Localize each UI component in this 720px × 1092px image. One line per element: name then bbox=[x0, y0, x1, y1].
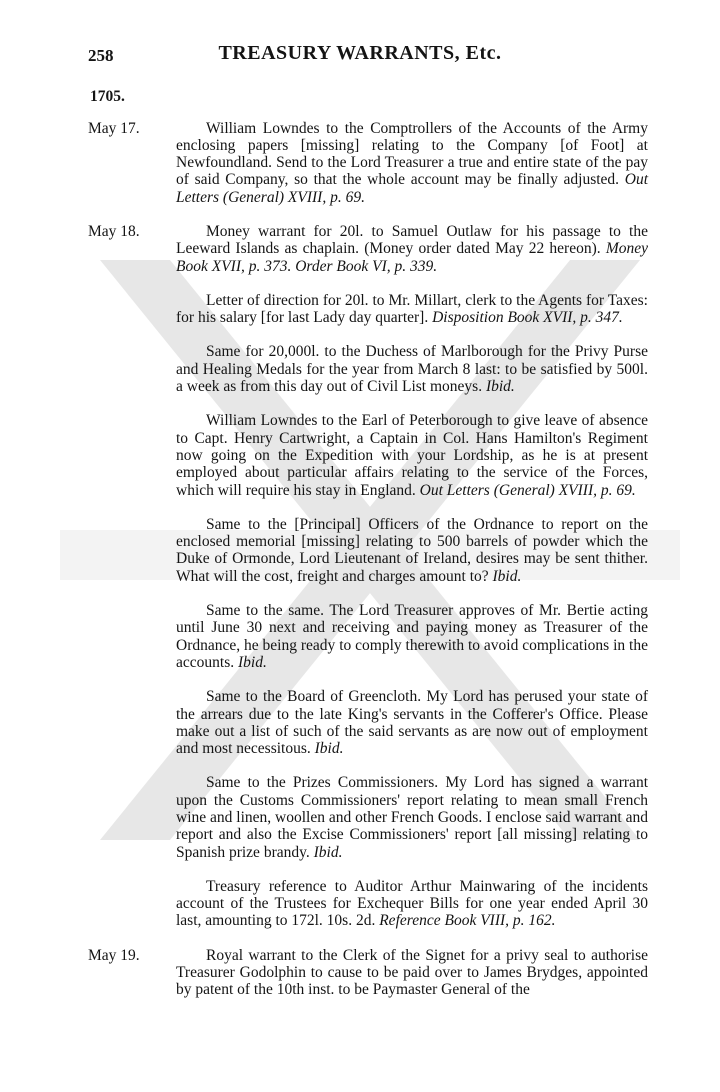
entry-citation: Disposition Book XVII, p. 347. bbox=[432, 309, 623, 327]
entry-text: Money warrant for 20l. to Samuel Outlaw for his passage to the Leeward Islands as chaplain. (Money order dated May 22 hereon). bbox=[176, 222, 648, 258]
running-head: TREASURY WARRANTS, Etc. bbox=[218, 42, 502, 64]
entry-citation: Ibid. bbox=[237, 653, 267, 671]
entry bbox=[176, 292, 648, 327]
entry-text: Same to the Board of Greencloth. My Lord has perused your state of the arrears due to the late King's servants in the Cofferer's Office. Please make out a list of such of the said servants as are now out of employment and most necessitous. bbox=[176, 688, 648, 758]
entry bbox=[88, 222, 649, 275]
entry-text: Same to the same. The Lord Treasurer approves of Mr. Bertie acting until June 30 next and receiving and paying money as Treasurer of the Ordnance, he being ready to comply therewith to avoid complications in the accounts. bbox=[176, 602, 648, 671]
entry bbox=[176, 878, 648, 930]
entry bbox=[176, 602, 648, 671]
entry-text: Treasury reference to Auditor Arthur Mainwaring of the incidents account of the Trustees for Exchequer Bills for one year ended April 30 last, amounting to 172l. 10s. 2d. bbox=[176, 877, 648, 930]
entry-text: Letter of direction for 20l. to Mr. Millart, clerk to the Agents for Taxes: for his salary [for last Lady day quarter]. bbox=[176, 291, 648, 327]
entry-citation: Ibid. bbox=[485, 378, 515, 396]
entry bbox=[176, 516, 648, 585]
entry-citation: Ibid. bbox=[314, 740, 344, 758]
entry-citation: Money Book XVII, p. 373. Order Book VI, p. 339. bbox=[176, 240, 649, 275]
entry bbox=[176, 688, 648, 757]
entry-citation: Ibid. bbox=[313, 843, 343, 861]
entry bbox=[88, 119, 648, 206]
entry-citation: Out Letters (General) XVIII, p. 69. bbox=[176, 171, 648, 206]
entry bbox=[176, 343, 648, 395]
entries-list bbox=[0, 104, 720, 1016]
entry bbox=[176, 774, 648, 860]
page-number: 258 bbox=[88, 46, 114, 65]
entry-date: May 18. bbox=[88, 222, 140, 240]
entry-citation: Out Letters (General) XVIII, p. 69. bbox=[419, 481, 636, 499]
entry-text: Same to the [Principal] Officers of the Ordnance to report on the enclosed memorial [missing] relating to 500 barrels of powder which the Duke of Ormonde, Lord Lieutenant of Ireland, desires may be sent thither. What will the cost, freight and charges amount to? bbox=[176, 515, 648, 585]
entry-text: Royal warrant to the Clerk of the Signet for a privy seal to authorise Treasurer Godolphin to cause to be paid over to James Brydges, appointed by patent of the 10th inst. to be Paymaster General of the bbox=[176, 946, 648, 999]
entry bbox=[88, 946, 648, 999]
entry-citation: Ibid. bbox=[492, 567, 522, 585]
entry-date: May 17. bbox=[88, 119, 140, 137]
entry-text: William Lowndes to the Comptrollers of the Accounts of the Army enclosing papers [missing] relating to the Company [of Foot] at Newfoundland. Send to the Lord Treasurer a true and entire state of the pay of said Company, so that the whole account may be finally adjusted. bbox=[176, 119, 648, 189]
year-label: 1705. bbox=[90, 88, 125, 105]
page-header bbox=[0, 42, 720, 72]
entry-citation: Reference Book VIII, p. 162. bbox=[379, 912, 556, 930]
entry-date: May 19. bbox=[88, 946, 140, 964]
entry-text: William Lowndes to the Earl of Peterborough to give leave of absence to Capt. Henry Cartwright, a Captain in Col. Hans Hamilton's Regiment now going on the Expedition with your Lordship, as he is at present employed about particular affairs relating to the service of the Forces, which will require his stay in England. bbox=[176, 412, 648, 499]
entry-text: Same for 20,000l. to the Duchess of Marlborough for the Privy Purse and Healing Medals for the year from March 8 last: to be satisfied by 500l. a week as from this day out of Civil List moneys. bbox=[176, 343, 648, 396]
entry-text: Same to the Prizes Commissioners. My Lord has signed a warrant upon the Customs Commissioners' report relating to mean small French wine and linen, woollen and other French Goods. I enclose said warrant and report and also the Excise Commissioners' report [all missing] relating to Spanish prize brandy. bbox=[176, 774, 648, 861]
entry bbox=[176, 412, 648, 498]
